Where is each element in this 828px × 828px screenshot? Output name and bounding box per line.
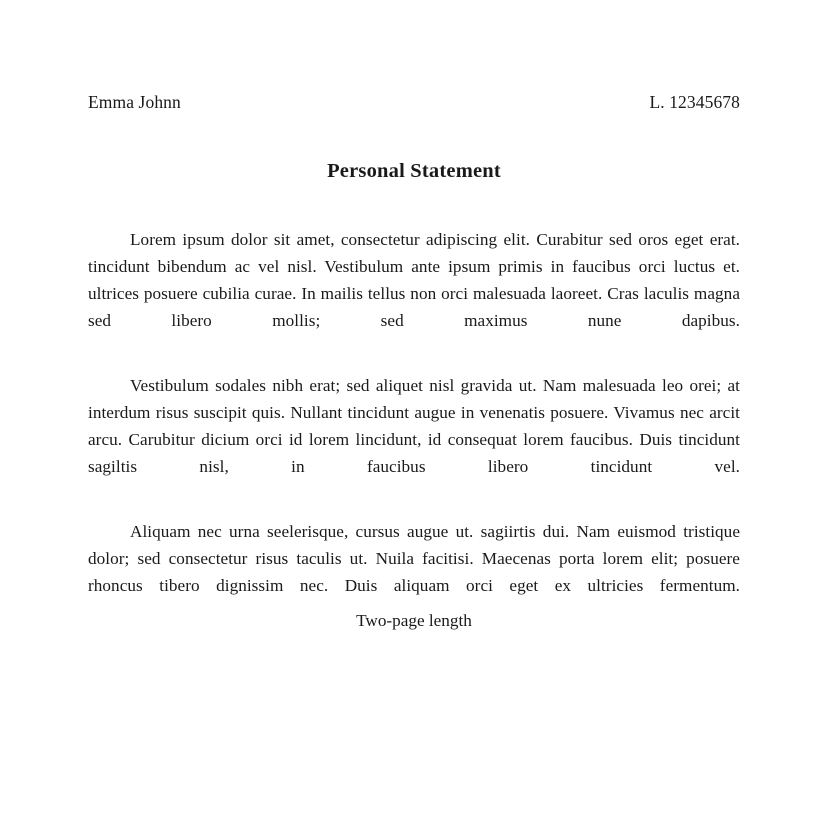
- author-name: Emma Johnn: [88, 92, 181, 112]
- body-paragraph: Vestibulum sodales nibh erat; sed aliquet nisl gravida ut. Nam malesuada leo orei; at interdum risus suscipit quis. Nullant tincidunt augue in venenatis posuere. Vivamus nec arcit arcu. Carubitur dicium orci id lorem lincidunt, id consequat lorem faucibus. Duis tincidunt sagiltis nisl, in faucibus libero tincidunt vel.: [88, 376, 740, 476]
- document-header: [88, 92, 740, 113]
- reference-id: L. 12345678: [649, 92, 740, 112]
- body-paragraph: Lorem ipsum dolor sit amet, consectetur adipiscing elit. Curabitur sed oros eget erat. tincidunt bibendum ac vel nisl. Vestibulum ante ipsum primis in faucibus orci luctus et. ultrices posuere cubilia curae. In mailis tellus non orci malesuada laoreet. Cras laculis magna sed libero mollis; sed maximus nune dapibus.: [88, 230, 740, 330]
- body-paragraph: Aliquam nec urna seelerisque, cursus augue ut. sagiirtis dui. Nam euismod tristique dolor; sed consectetur risus taculis ut. Nuila facitisi. Maecenas porta lorem elit; posuere rhoncus tibero dignissim nec. Duis aliquam orci eget ex ultricies fermentum.: [88, 522, 740, 595]
- page-title: Personal Statement: [327, 160, 501, 182]
- footer-note: Two-page length: [356, 611, 472, 630]
- document-body: [88, 226, 740, 626]
